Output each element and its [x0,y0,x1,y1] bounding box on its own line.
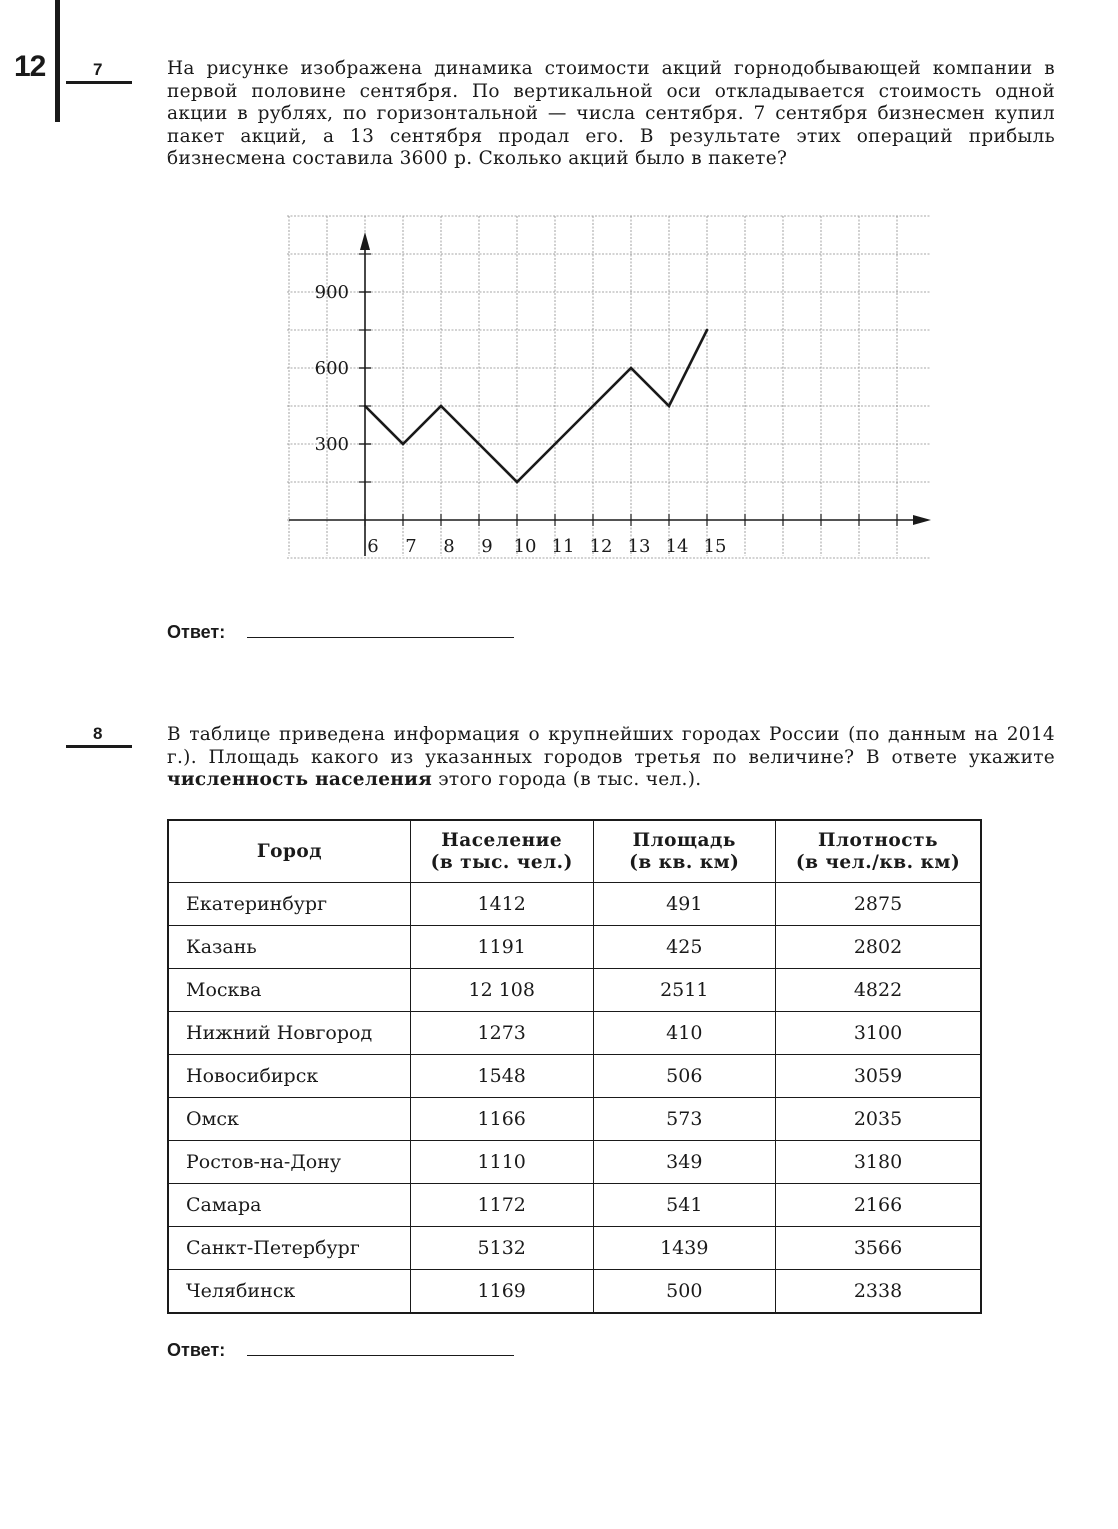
header-density-line1: Плотность [818,829,938,851]
margin-bar [55,0,60,122]
cell-area: 2511 [593,969,775,1012]
task-8-text-part1: В таблице приведена информация о крупнейших городах России (по данным на 2014 г.). Площадь какого из указанных городов третья по величине? В ответе укажите [167,724,1055,768]
cell-density: 3566 [776,1227,981,1270]
task-8-answer-line[interactable] [247,1355,514,1356]
cell-population: 5132 [410,1227,593,1270]
x-tick-label: 8 [443,536,455,557]
cell-city: Самара [168,1184,410,1227]
task-8-answer-label: Ответ: [167,1340,226,1360]
x-tick-label: 12 [589,536,613,557]
task-8-text-part2: этого города (в тыс. чел.). [432,769,702,790]
cell-area: 349 [593,1141,775,1184]
header-city [168,820,410,883]
cell-city: Челябинск [168,1270,410,1314]
cell-area: 425 [593,926,775,969]
data-point [516,481,519,484]
cell-city: Новосибирск [168,1055,410,1098]
table-row [168,1184,981,1227]
cell-area: 573 [593,1098,775,1141]
data-point [478,443,481,446]
cell-city: Санкт-Петербург [168,1227,410,1270]
x-tick-label: 9 [481,536,493,557]
cell-city: Москва [168,969,410,1012]
cell-area: 1439 [593,1227,775,1270]
data-point [668,405,671,408]
table-row [168,883,981,926]
stock-price-chart [285,214,935,560]
cell-density: 2338 [776,1270,981,1314]
header-area-line2: (в кв. км) [629,851,740,873]
table-row [168,926,981,969]
data-point [630,367,633,370]
data-point [706,329,709,332]
header-density-line2: (в чел./кв. км) [795,851,961,873]
data-point [592,405,595,408]
header-population-line2: (в тыс. чел.) [430,851,573,873]
cell-population: 1412 [410,883,593,926]
x-tick-label: 15 [703,536,727,557]
x-axis-arrow [913,515,931,525]
x-tick-label: 14 [665,536,689,557]
table-row [168,1098,981,1141]
data-point [402,443,405,446]
header-area-line1: Площадь [632,829,736,851]
cell-city: Нижний Новгород [168,1012,410,1055]
x-tick-label: 10 [513,536,537,557]
y-axis-arrow [360,232,370,250]
x-tick-label: 13 [627,536,651,557]
task-8-number-underline [66,745,132,748]
cell-area: 500 [593,1270,775,1314]
cell-density: 2166 [776,1184,981,1227]
data-point [364,405,367,408]
header-area [593,820,775,883]
table-row [168,1227,981,1270]
x-tick-label: 6 [367,536,379,557]
cell-density: 4822 [776,969,981,1012]
task-7-answer-line[interactable] [247,637,514,638]
task-8-number: 8 [93,724,103,743]
table-row [168,969,981,1012]
cell-population: 1548 [410,1055,593,1098]
cell-population: 1169 [410,1270,593,1314]
cell-density: 3059 [776,1055,981,1098]
cell-population: 1172 [410,1184,593,1227]
x-tick-label: 7 [405,536,417,557]
data-point [554,443,557,446]
cell-city: Ростов-на-Дону [168,1141,410,1184]
cell-area: 541 [593,1184,775,1227]
header-density [776,820,981,883]
table-row [168,1055,981,1098]
table-row [168,1012,981,1055]
cell-density: 2035 [776,1098,981,1141]
cities-table [167,819,982,1314]
data-point [440,405,443,408]
cell-density: 3100 [776,1012,981,1055]
y-tick-label: 300 [314,434,349,455]
cell-density: 2802 [776,926,981,969]
y-tick-label: 900 [314,282,349,303]
x-tick-label: 11 [551,536,575,557]
cell-area: 410 [593,1012,775,1055]
cell-city: Казань [168,926,410,969]
table-row [168,1141,981,1184]
task-7-answer-label: Ответ: [167,622,226,642]
table-row [168,1270,981,1314]
cell-population: 1191 [410,926,593,969]
cell-population: 1273 [410,1012,593,1055]
task-7-number-underline [66,81,132,84]
y-axis-ticks [315,254,371,482]
cell-population: 1110 [410,1141,593,1184]
header-population-line1: Население [441,829,563,851]
page-number: 12 [14,50,46,83]
cell-density: 3180 [776,1141,981,1184]
cell-city: Омск [168,1098,410,1141]
cell-population: 12 108 [410,969,593,1012]
task-7-text: На рисунке изображена динамика стоимости акций горнодобывающей компании в первой половине сентября. По вертикальной оси откладывается стоимость одной акции в рублях, по горизонтальной — числа сентября. 7 сентября бизнесмен купил пакет акций, а 13 сентября продал его. В результате этих операций прибыль бизнесмена составила 3600 р. Сколько акций было в пакете? [167,58,1055,169]
task-8-text-bold: численность населения [167,769,433,790]
y-tick-label: 600 [314,358,349,379]
cell-area: 491 [593,883,775,926]
task-8-text [167,724,1055,792]
cell-area: 506 [593,1055,775,1098]
chart-axes [289,232,931,556]
task-7-number: 7 [93,60,103,79]
table-header-row [168,820,981,883]
cell-density: 2875 [776,883,981,926]
chart-grid [287,216,931,558]
cell-population: 1166 [410,1098,593,1141]
cell-city: Екатеринбург [168,883,410,926]
header-population [410,820,593,883]
header-city-line1: Город [256,840,323,862]
